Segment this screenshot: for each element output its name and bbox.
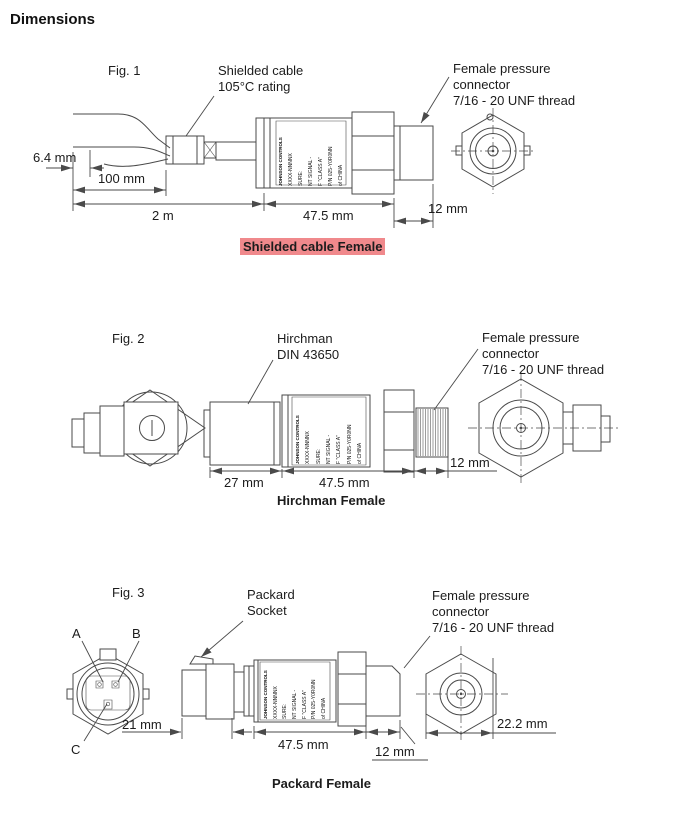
fig2-body-label xyxy=(293,398,365,464)
fig2-caption: Hirchman Female xyxy=(277,493,386,508)
fig2-dim-din: 27 mm xyxy=(224,475,264,490)
body-label-line: F "CLASS A" xyxy=(318,157,324,186)
fig3-body-label xyxy=(261,662,329,719)
callout-line: Hirchman xyxy=(277,331,333,346)
fig2-din-plug-side-view xyxy=(72,390,205,466)
fig1-callout-female-connector xyxy=(453,61,575,109)
fig1-label: Fig. 1 xyxy=(108,63,141,78)
callout-line: Female pressure xyxy=(482,330,580,345)
fig3-pin-a-label: A xyxy=(72,626,81,641)
fig3-label: Fig. 3 xyxy=(112,585,145,600)
body-label-line: F "CLASS A" xyxy=(301,690,308,719)
body-label-line: XXXX-NNNNX xyxy=(305,431,312,464)
callout-line: 7/16 - 20 UNF thread xyxy=(453,93,576,108)
fig3-callout-packard-socket xyxy=(247,587,295,619)
fig3-hex-nut xyxy=(338,652,366,726)
callout-line: connector xyxy=(453,77,511,92)
fig2-din-block xyxy=(204,402,280,465)
fig1-hex-nut xyxy=(352,112,394,194)
callout-line: connector xyxy=(482,346,540,361)
fig1-cable-ferrule xyxy=(166,136,256,164)
fig3-dimensions xyxy=(122,658,556,760)
body-label-line: NT SIGNAL - xyxy=(308,156,314,186)
fig2-callout-hirchman xyxy=(277,331,339,363)
fig2-end-view xyxy=(468,372,618,484)
body-label-line: of CHINA xyxy=(356,442,363,464)
fig1-body-label xyxy=(276,122,346,186)
callout-line: 7/16 - 20 UNF thread xyxy=(432,620,555,635)
fig2-callout-female-connector xyxy=(482,330,604,378)
body-label-line: SURE: xyxy=(298,170,304,186)
fig1-caption-highlight: Shielded cable Female xyxy=(240,238,385,255)
fig3-caption: Packard Female xyxy=(272,776,372,791)
callout-line: 7/16 - 20 UNF thread xyxy=(482,362,605,377)
fig3-dim-body: 47.5 mm xyxy=(278,737,329,752)
fig2-dim-port: 12 mm xyxy=(450,455,490,470)
body-label-line: P/N 025-Y0R0NN xyxy=(346,424,353,464)
fig1-dimensions xyxy=(46,150,433,228)
callout-line: Shielded cable xyxy=(218,63,304,78)
fig1-caption xyxy=(240,239,385,255)
body-label-line: JOHNSON CONTROLS xyxy=(295,415,301,464)
callout-line: Female pressure xyxy=(453,61,551,76)
callout-line: DIN 43650 xyxy=(277,347,340,362)
callout-line: Socket xyxy=(247,603,287,618)
body-label-line: NT SIGNAL - xyxy=(325,434,332,464)
fig3-dim-socket: 21 mm xyxy=(122,717,162,732)
body-label-line: SURE: xyxy=(282,703,289,719)
callout-line: Packard xyxy=(247,587,295,602)
fig3-dim-port: 12 mm xyxy=(375,744,415,759)
fig1-callout-shielded-cable xyxy=(218,63,303,95)
fig2-threaded-connector xyxy=(416,408,448,457)
body-label-line: NT SIGNAL - xyxy=(291,689,298,719)
body-label-line: of CHINA xyxy=(338,164,344,186)
fig3-pin-b-label: B xyxy=(132,626,141,641)
fig1-dim-port: 12 mm xyxy=(428,201,468,216)
fig3-pressure-connector xyxy=(366,666,400,716)
fig3-pin-c-label: C xyxy=(71,742,81,757)
callout-line: connector xyxy=(432,604,490,619)
body-label-line: of CHINA xyxy=(321,697,328,719)
fig1-pressure-connector xyxy=(394,126,433,180)
fig1-dim-body: 47.5 mm xyxy=(303,208,354,223)
fig1-end-view xyxy=(451,108,536,194)
body-label-line: JOHNSON CONTROLS xyxy=(278,137,283,186)
body-label-line: SURE: xyxy=(315,448,322,464)
callout-line: 105°C rating xyxy=(218,79,291,94)
fig3-packard-socket xyxy=(182,656,254,719)
body-label-line: XXXX-NNNNX xyxy=(272,686,279,719)
fig2-dim-body: 47.5 mm xyxy=(319,475,370,490)
body-label-line: JOHNSON CONTROLS xyxy=(262,670,268,719)
fig1-dim-cable: 2 m xyxy=(152,208,174,223)
fig2-hex-nut xyxy=(384,390,414,472)
callout-line: Female pressure xyxy=(432,588,530,603)
body-label-line: F "CLASS A" xyxy=(336,435,343,464)
fig1-dim-strip: 100 mm xyxy=(98,171,145,186)
fig1-dim-wire-tip: 6.4 mm xyxy=(33,150,77,165)
fig1-wires xyxy=(73,114,170,166)
fig3-callout-female-connector xyxy=(432,588,554,636)
fig2-label: Fig. 2 xyxy=(112,331,145,346)
body-label-line: P/N 025-Y0R0NN xyxy=(328,146,334,186)
page-title: Dimensions xyxy=(10,11,96,28)
fig3-end-view xyxy=(416,646,508,742)
body-label-line: P/N 025-Y0R0NN xyxy=(311,679,318,719)
fig3-dim-hex: 22.2 mm xyxy=(497,716,548,731)
body-label-line: XXXX-NNNNX xyxy=(288,153,294,186)
